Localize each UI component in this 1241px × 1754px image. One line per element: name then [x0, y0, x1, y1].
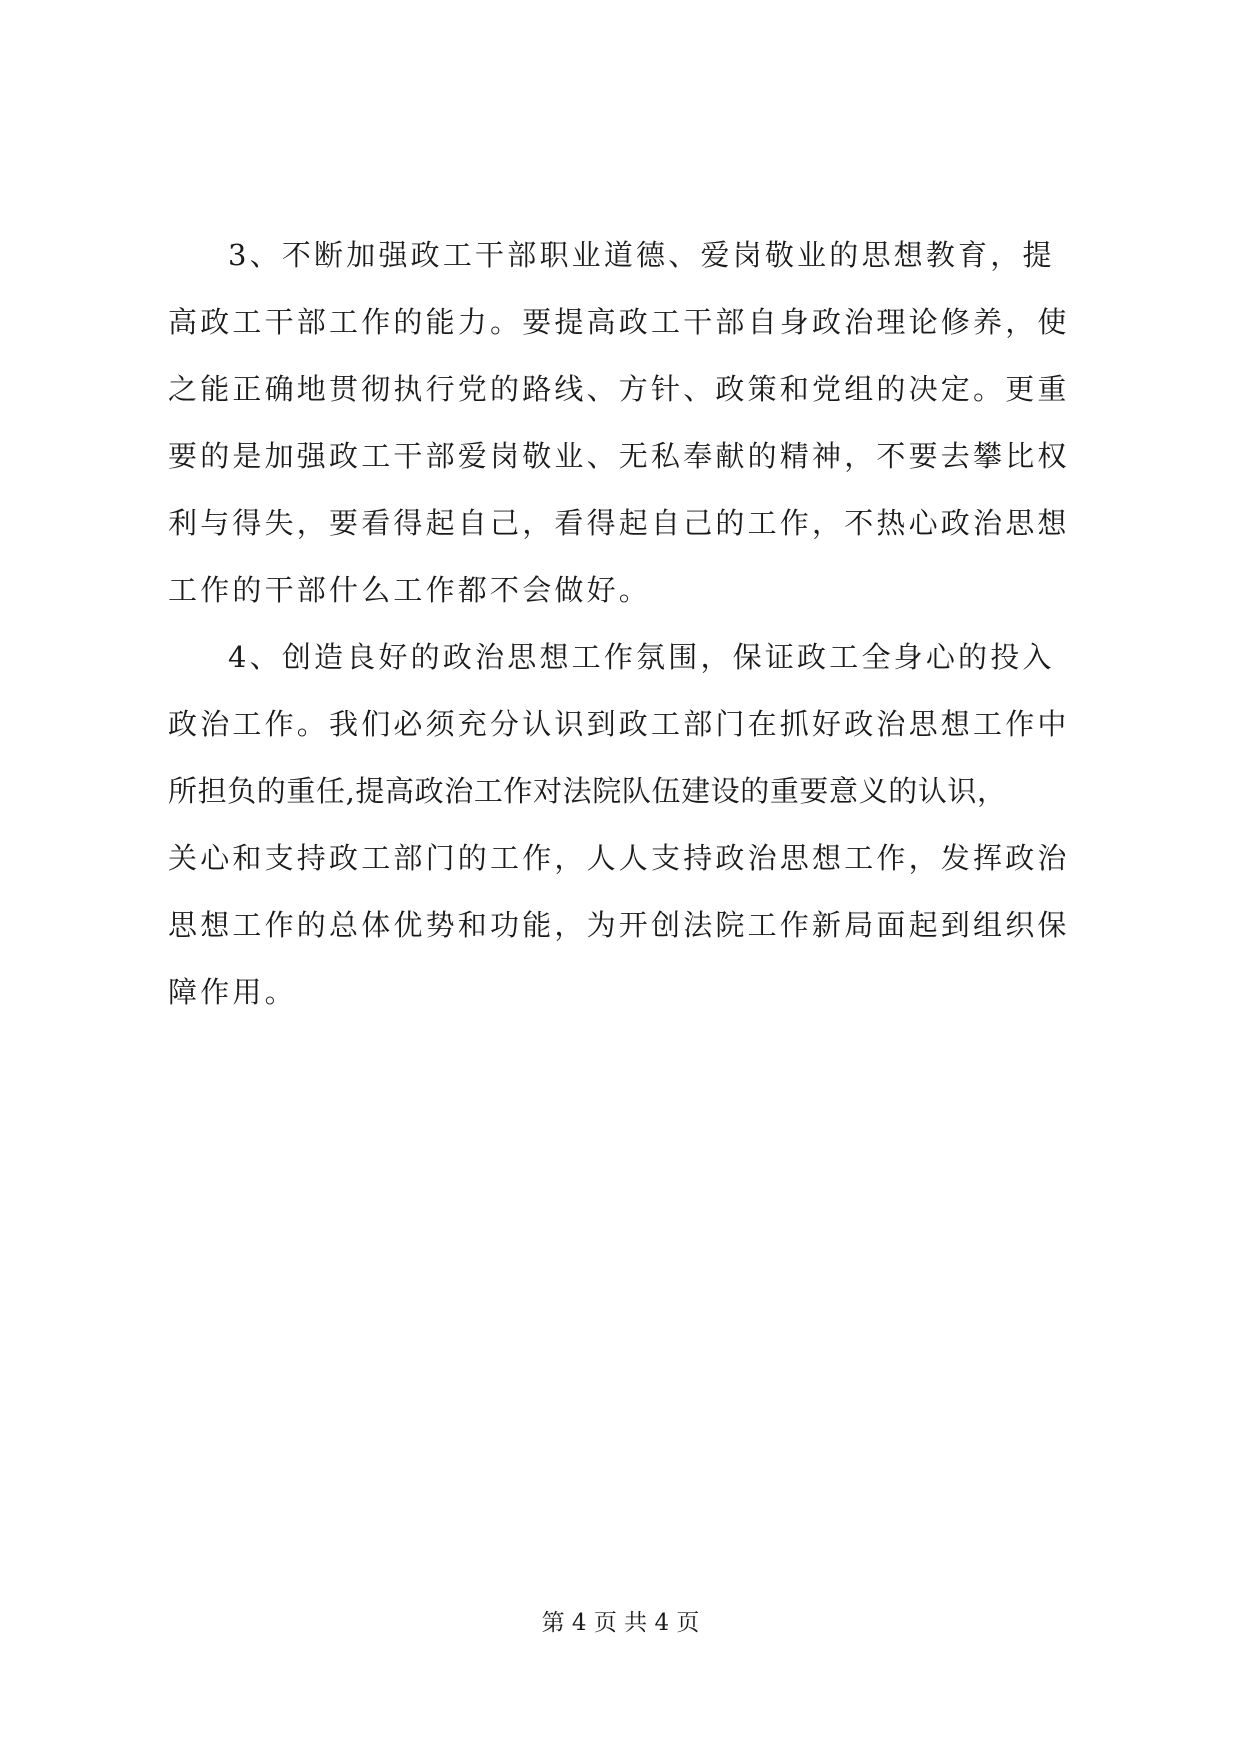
- paragraph-4: [168, 624, 1088, 1026]
- paragraph-line: 4、创造良好的政治思想工作氛围，保证政工全身心的投入: [228, 640, 1055, 674]
- page-number-footer: 第 4 页 共 4 页: [541, 1610, 700, 1636]
- paragraph-line: 3、不断加强政工干部职业道德、爱岗敬业的思想教育，提: [228, 238, 1055, 272]
- paragraph-line: 高政工干部工作的能力。要提高政工干部自身政治理论修养，使: [168, 305, 1070, 339]
- paragraph-line: 要的是加强政工干部爱岗敬业、无私奉献的精神，不要去攀比权: [168, 439, 1070, 473]
- paragraph-3: [168, 222, 1088, 624]
- document-body: [168, 222, 1088, 1026]
- paragraph-line: 思想工作的总体优势和功能，为开创法院工作新局面起到组织保: [168, 908, 1070, 942]
- paragraph-line: 之能正确地贯彻执行党的路线、方针、政策和党组的决定。更重: [168, 372, 1070, 406]
- paragraph-line: 关心和支持政工部门的工作，人人支持政治思想工作，发挥政治: [168, 841, 1070, 875]
- paragraph-line: 工作的干部什么工作都不会做好。: [168, 573, 652, 607]
- paragraph-line: 政治工作。我们必须充分认识到政工部门在抓好政治思想工作中: [168, 707, 1070, 741]
- paragraph-line: 障作用。: [168, 975, 297, 1009]
- paragraph-line: 所担负的重任,提高政治工作对法院队伍建设的重要意义的认识，: [168, 774, 1007, 808]
- paragraph-line: 利与得失，要看得起自己，看得起自己的工作，不热心政治思想: [168, 506, 1070, 540]
